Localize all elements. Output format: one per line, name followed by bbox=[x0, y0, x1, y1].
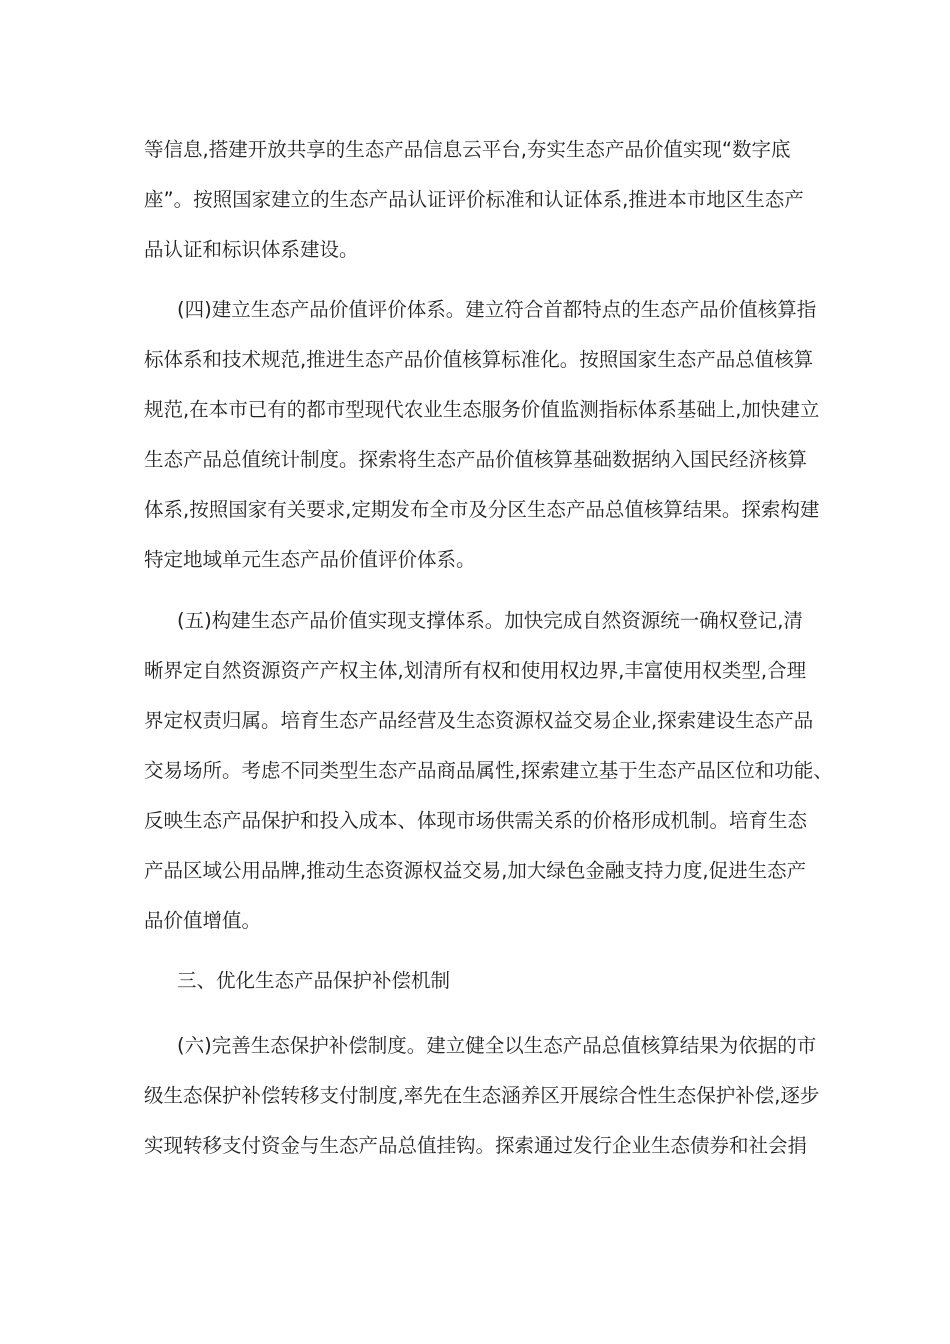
paragraph-5-line-5: 反映生态产品保护和投入成本、体现市场供需关系的价格形成机制。培育生态 bbox=[144, 809, 808, 832]
paragraph-6-line-3: 实现转移支付资金与生态产品总值挂钩。探索通过发行企业生态债券和社会捐 bbox=[144, 1134, 808, 1157]
section-heading: 三、优化生态产品保护补偿机制 bbox=[177, 969, 451, 992]
paragraph-5-line-6: 产品区域公用品牌,推动生态资源权益交易,加大绿色金融支持力度,促进生态产 bbox=[144, 859, 807, 882]
paragraph-5-line-7: 品价值增值。 bbox=[144, 909, 262, 932]
paragraph-4-line-2: 标体系和技术规范,推进生态产品价值核算标准化。按照国家生态产品总值核算 bbox=[144, 348, 814, 371]
paragraph-4-line-1: (四)建立生态产品价值评价体系。建立符合首都特点的生态产品价值核算指 bbox=[177, 298, 817, 321]
paragraph-6-line-1: (六)完善生态保护补偿制度。建立健全以生态产品总值核算结果为依据的市 bbox=[177, 1034, 817, 1057]
paragraph-4-line-5: 体系,按照国家有关要求,定期发布全市及分区生态产品总值核算结果。探索构建 bbox=[144, 498, 820, 521]
text-line-1: 等信息,搭建开放共享的生态产品信息云平台,夯实生态产品价值实现“数字底 bbox=[144, 138, 791, 161]
paragraph-4-line-3: 规范,在本市已有的都市型现代农业生态服务价值监测指标体系基础上,加快建立 bbox=[144, 398, 820, 421]
text-line-2: 座”。按照国家建立的生态产品认证评价标准和认证体系,推进本市地区生态产 bbox=[144, 188, 804, 211]
paragraph-5-line-2: 晰界定自然资源资产产权主体,划清所有权和使用权边界,丰富使用权类型,合理 bbox=[144, 659, 807, 682]
paragraph-5-line-1: (五)构建生态产品价值实现支撑体系。加快完成自然资源统一确权登记,清 bbox=[177, 609, 803, 632]
paragraph-6-line-2: 级生态保护补偿转移支付制度,率先在生态涵养区开展综合性生态保护补偿,逐步 bbox=[144, 1084, 820, 1107]
text-line-3: 品认证和标识体系建设。 bbox=[144, 238, 359, 261]
paragraph-4-line-6: 特定地域单元生态产品价值评价体系。 bbox=[144, 548, 476, 571]
paragraph-5-line-3: 界定权责归属。培育生态产品经营及生态资源权益交易企业,探索建设生态产品 bbox=[144, 709, 814, 732]
paragraph-4-line-4: 生态产品总值统计制度。探索将生态产品价值核算基础数据纳入国民经济核算 bbox=[144, 448, 808, 471]
paragraph-5-line-4: 交易场所。考虑不同类型生态产品商品属性,探索建立基于生态产品区位和功能、 bbox=[144, 759, 833, 782]
